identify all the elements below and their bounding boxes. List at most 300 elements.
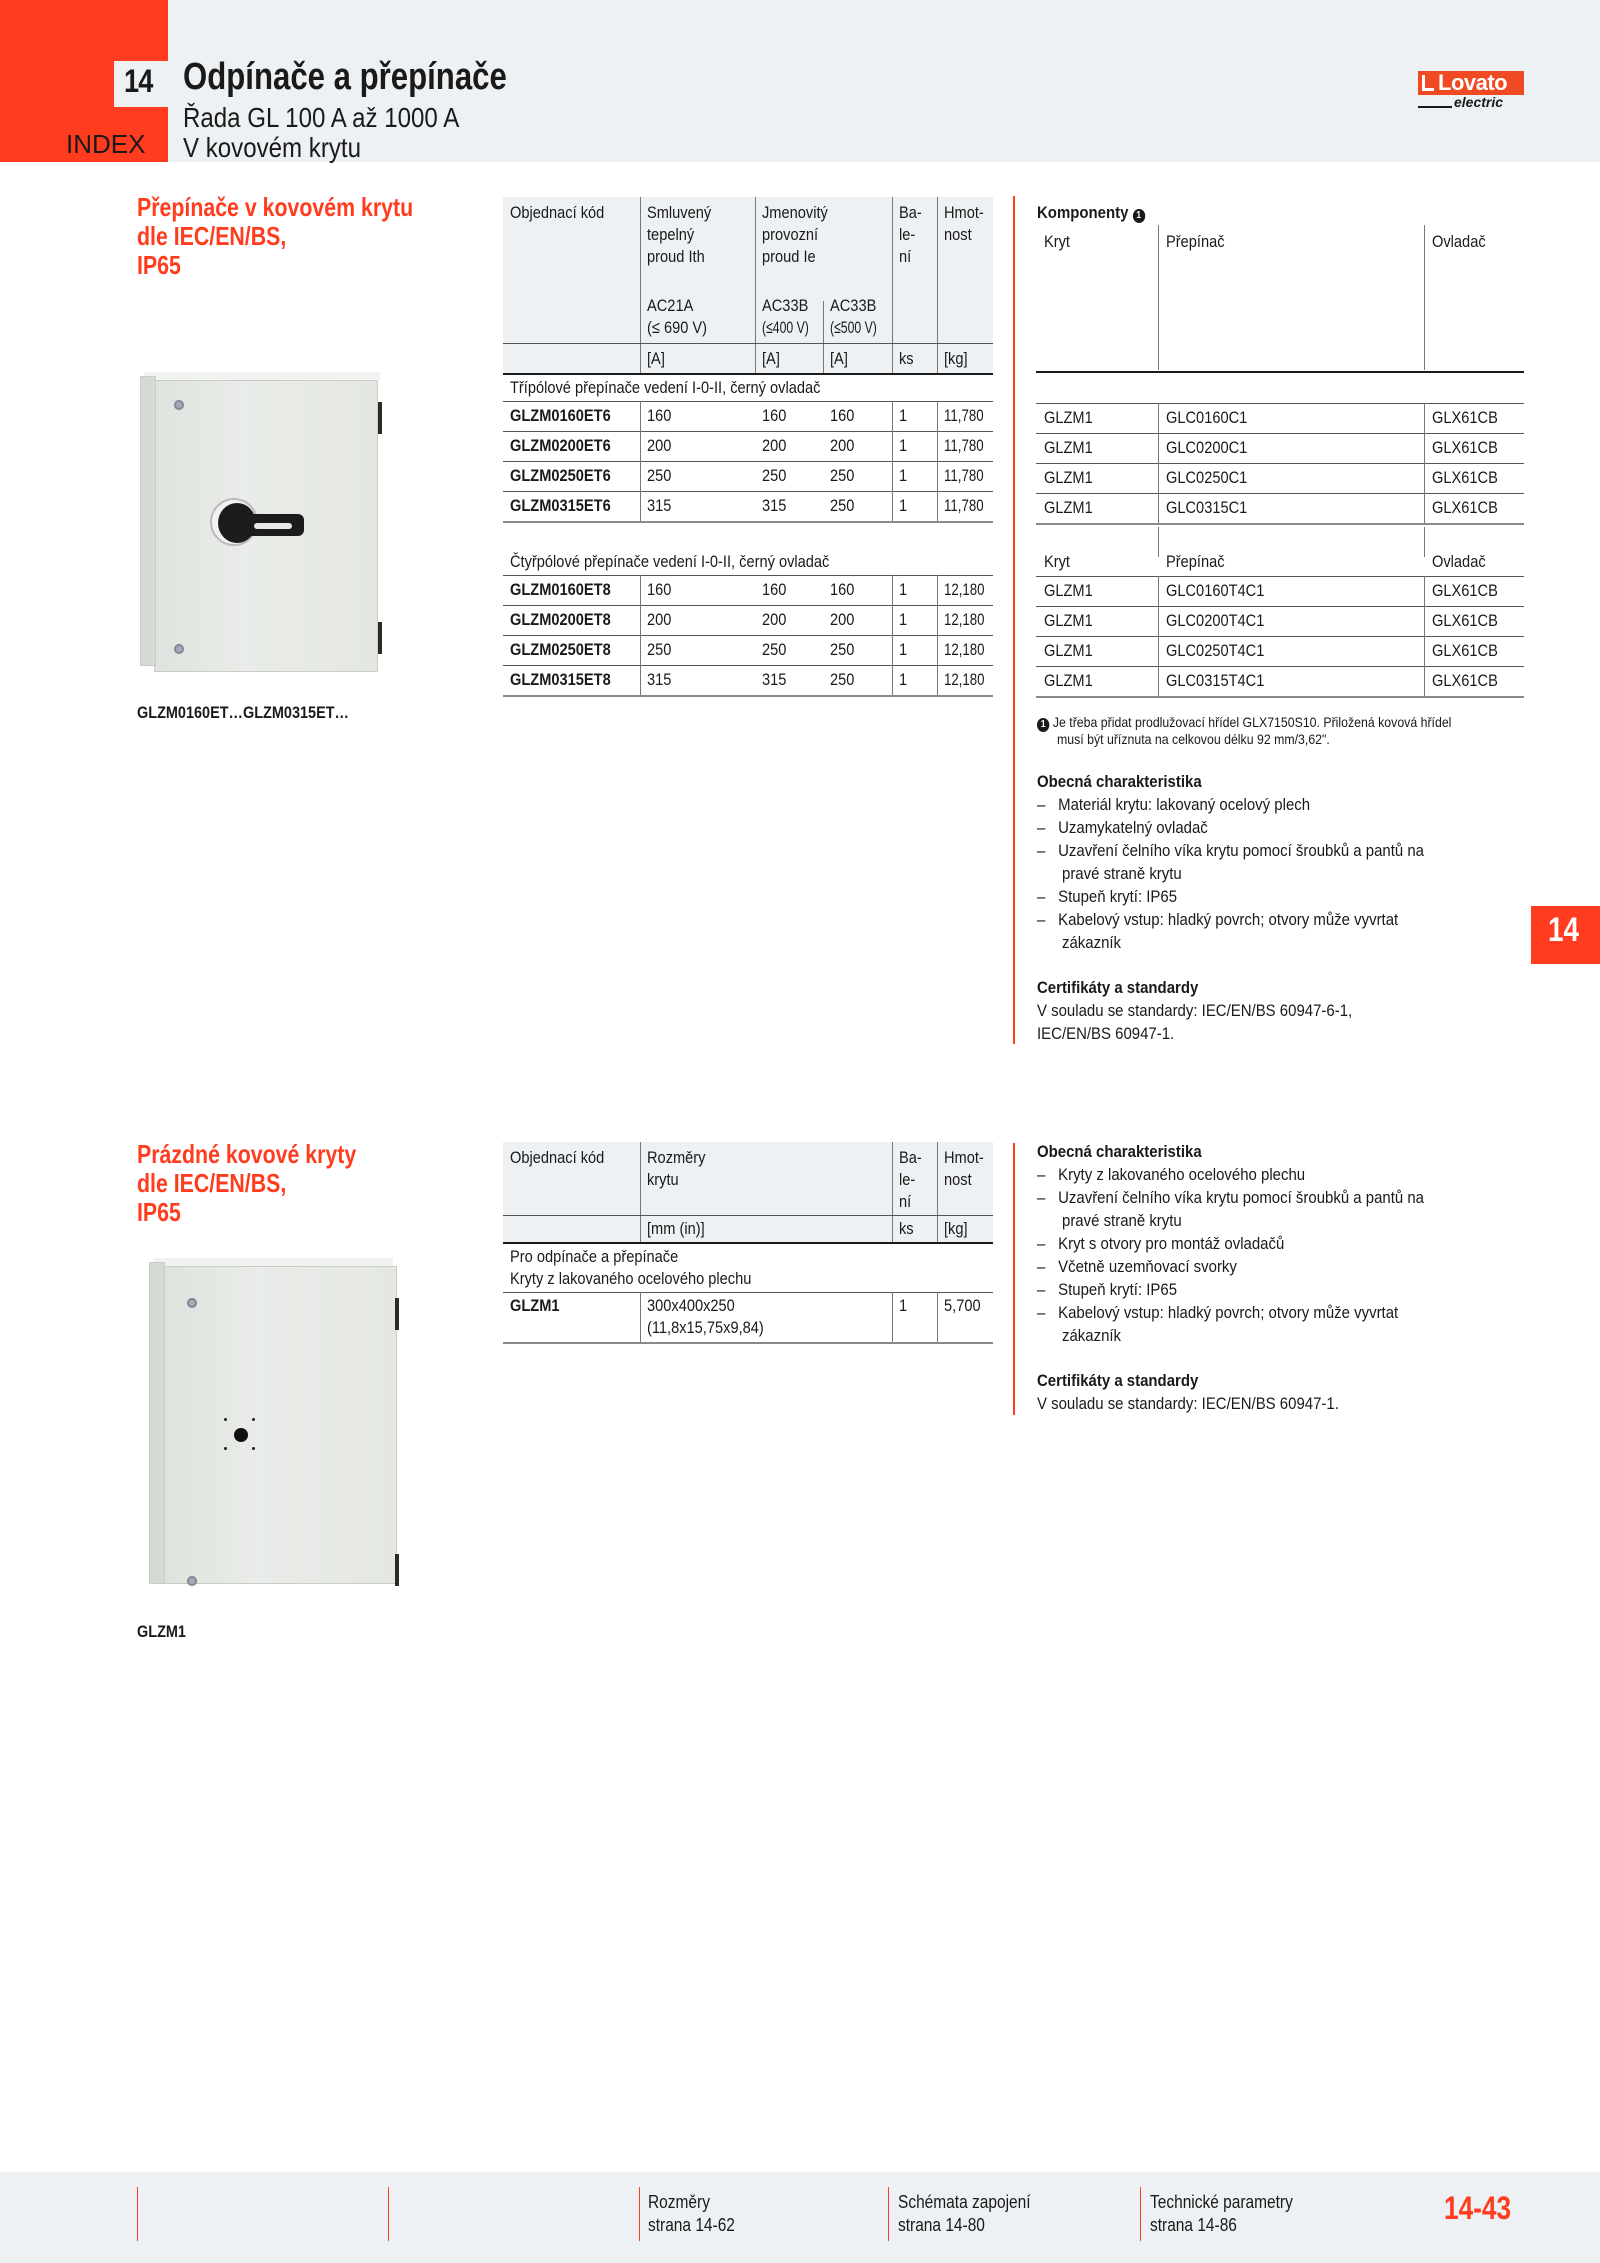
row-ie400: 315	[762, 670, 787, 689]
header-bottom-rule	[1036, 371, 1524, 373]
list-item-continuation: pravé straně krytu	[1062, 1211, 1182, 1230]
screw-bottom	[187, 1576, 197, 1586]
row-ie400: 160	[762, 580, 787, 599]
row-pack: 1	[899, 436, 908, 455]
column-divider-red-2	[1013, 1143, 1015, 1415]
row-code: GLZM0250ET8	[510, 640, 611, 659]
logo-text: Lovato	[1438, 70, 1508, 95]
col-divider	[640, 605, 641, 635]
col-header-code: Objednací kód	[510, 1148, 605, 1167]
row-weight: 5,700	[944, 1296, 981, 1315]
col-divider	[640, 401, 641, 431]
row-divider	[1036, 576, 1524, 577]
row-pack: 1	[899, 1296, 908, 1315]
comp-enclosure: GLZM1	[1044, 498, 1093, 517]
footnote-text: Je třeba přidat prodlužovací hřídel GLX7150S10. Přiložená kovová hřídel	[1052, 714, 1452, 730]
lovato-logo	[1418, 71, 1524, 109]
mount-dot	[224, 1418, 227, 1421]
unit-ie500: [A]	[830, 349, 848, 368]
comp-switch: GLC0200T4C1	[1166, 611, 1265, 630]
row-code: GLZM0160ET6	[510, 406, 611, 425]
footer-link-label: Technické parametry	[1150, 2192, 1293, 2212]
section1-heading-line1: Přepínače v kovovém krytu	[137, 192, 414, 222]
row-ie400: 250	[762, 466, 787, 485]
col-divider	[640, 461, 641, 491]
ie500-voltage: (≤500 V)	[830, 318, 877, 337]
cabinet-side	[140, 376, 156, 666]
col-header-pack-3: ní	[899, 1192, 912, 1211]
row-ie400: 200	[762, 436, 787, 455]
col-divider	[1158, 606, 1159, 636]
comp-enclosure: GLZM1	[1044, 468, 1093, 487]
mount-dot	[252, 1447, 255, 1450]
row-divider	[1036, 636, 1524, 637]
comp-switch: GLC0315T4C1	[1166, 671, 1265, 690]
footer-divider	[639, 2187, 640, 2241]
row-ie500: 160	[830, 406, 855, 425]
comp-handle: GLX61CB	[1432, 468, 1498, 487]
list-item-text: Materiál krytu: lakovaný ocelový plech	[1058, 795, 1311, 814]
list-item	[1037, 1163, 1305, 1186]
row-divider	[1036, 666, 1524, 667]
row-pack: 1	[899, 406, 908, 425]
ith-voltage: (≤ 690 V)	[647, 318, 708, 337]
col-divider	[640, 491, 641, 521]
unit-ith: [A]	[647, 349, 665, 368]
row-ith: 315	[647, 496, 672, 515]
row-pack: 1	[899, 670, 908, 689]
row-ie500: 250	[830, 496, 855, 515]
ie400-category: AC33B	[762, 296, 809, 315]
list-item	[1037, 1301, 1398, 1324]
cabinet-door	[163, 1266, 397, 1584]
col-divider	[937, 575, 938, 605]
page-number: 14-43	[1444, 2190, 1512, 2226]
row-ie500: 250	[830, 670, 855, 689]
col-divider	[640, 1142, 641, 1242]
col-divider	[1158, 636, 1159, 666]
row-code: GLZM0200ET8	[510, 610, 611, 629]
list-item-continuation: pravé straně krytu	[1062, 864, 1182, 883]
section2-heading-line2: dle IEC/EN/BS,	[137, 1168, 287, 1198]
list-item-text: Kabelový vstup: hladký povrch; otvory může vyvrtat	[1058, 1303, 1399, 1322]
row-ie500: 160	[830, 580, 855, 599]
col-header-code: Objednací kód	[510, 203, 605, 222]
bullet-dash: –	[1037, 1303, 1046, 1322]
col-header-ith-1: Smluvený	[647, 203, 712, 222]
list-item	[1037, 816, 1208, 839]
bullet-dash: –	[1037, 795, 1046, 814]
list-item	[1037, 885, 1177, 908]
row-ie500: 200	[830, 610, 855, 629]
hinge-top	[378, 402, 382, 434]
row-ith: 315	[647, 670, 672, 689]
row-ie400: 200	[762, 610, 787, 629]
footer-link-wiring[interactable]	[898, 2191, 1031, 2237]
col-divider	[823, 301, 824, 373]
row-ith: 200	[647, 610, 672, 629]
col-header-pack-2: le-	[899, 225, 916, 244]
footer-link-page: strana 14-62	[648, 2215, 735, 2235]
section1-heading-line2: dle IEC/EN/BS,	[137, 221, 287, 251]
group-title-line1: Pro odpínače a přepínače	[510, 1247, 679, 1266]
certs-line1-2: V souladu se standardy: IEC/EN/BS 60947-1.	[1037, 1394, 1339, 1413]
comp-enclosure: GLZM1	[1044, 641, 1093, 660]
list-item	[1037, 1232, 1284, 1255]
list-item-continuation: zákazník	[1062, 1326, 1122, 1345]
section2-heading-line1: Prázdné kovové kryty	[137, 1139, 357, 1169]
col-header-ie-1: Jmenovitý	[762, 203, 828, 222]
list-item	[1037, 793, 1310, 816]
col-header-pack-2: le-	[899, 1170, 916, 1189]
col-divider	[1424, 433, 1425, 463]
page-subtitle-enclosure: V kovovém krytu	[183, 132, 361, 163]
chapter-side-tab-number: 14	[1548, 911, 1580, 949]
logo-subtext: electric	[1454, 94, 1504, 110]
comp-handle: GLX61CB	[1432, 641, 1498, 660]
comp-switch: GLC0200C1	[1166, 438, 1248, 457]
row-ie500: 250	[830, 640, 855, 659]
row-weight: 12,180	[944, 580, 985, 599]
page-footer	[0, 2172, 1600, 2263]
col-divider	[1424, 527, 1425, 557]
row-weight: 11,780	[944, 436, 984, 455]
comp-header-enclosure: Kryt	[1044, 232, 1071, 251]
row-divider	[1036, 606, 1524, 607]
col-divider	[1424, 493, 1425, 523]
logo-mark-icon	[1422, 75, 1434, 91]
screw-top	[174, 400, 184, 410]
certs-line1: V souladu se standardy: IEC/EN/BS 60947-6-1,	[1037, 1001, 1353, 1020]
footer-link-label: Schémata zapojení	[898, 2192, 1031, 2212]
col-divider	[1158, 225, 1159, 370]
row-code: GLZM0160ET8	[510, 580, 611, 599]
col-divider	[937, 605, 938, 635]
comp-enclosure: GLZM1	[1044, 611, 1093, 630]
footer-link-dimensions[interactable]	[648, 2191, 735, 2237]
col-divider	[1424, 606, 1425, 636]
row-divider	[1036, 403, 1524, 404]
row-divider	[503, 605, 993, 606]
row-weight: 12,180	[944, 640, 985, 659]
list-item-text: Stupeň krytí: IP65	[1058, 887, 1178, 906]
row-divider	[503, 431, 993, 432]
list-item-text: Uzamykatelný ovladač	[1058, 818, 1208, 837]
bullet-dash: –	[1037, 887, 1046, 906]
row-weight: 11,780	[944, 496, 984, 515]
handle-mount-hole	[234, 1428, 248, 1442]
comp-handle: GLX61CB	[1432, 581, 1498, 600]
hinge-top	[395, 1298, 399, 1330]
comp-enclosure: GLZM1	[1044, 671, 1093, 690]
list-item	[1037, 1255, 1237, 1278]
col-divider	[892, 1292, 893, 1342]
col-divider	[937, 401, 938, 431]
components-table	[1036, 225, 1524, 705]
comp-header-enclosure-2: Kryt	[1044, 552, 1071, 571]
unit-dims: [mm (in)]	[647, 1219, 705, 1238]
page-subtitle-series: Řada GL 100 A až 1000 A	[183, 102, 460, 133]
row-ith: 160	[647, 406, 672, 425]
col-divider	[892, 665, 893, 695]
col-divider	[892, 431, 893, 461]
comp-header-switch: Přepínač	[1166, 232, 1225, 251]
col-divider	[892, 197, 893, 373]
certs-title-2: Certifikáty a standardy	[1037, 1371, 1199, 1390]
bullet-dash: –	[1037, 1234, 1046, 1253]
row-code: GLZM0200ET6	[510, 436, 611, 455]
header-bottom-rule	[503, 1242, 993, 1244]
list-item-text: Uzavření čelního víka krytu pomocí šroubků a pantů na	[1058, 1188, 1425, 1207]
col-divider	[1158, 463, 1159, 493]
product-caption-2: GLZM1	[137, 1622, 186, 1641]
col-divider	[937, 491, 938, 521]
section1-heading-line3: IP65	[137, 250, 181, 280]
bullet-dash: –	[1037, 1188, 1046, 1207]
group-title-line2: Kryty z lakovaného ocelového plechu	[510, 1269, 752, 1288]
col-divider	[1424, 463, 1425, 493]
components-footnote-line1	[1037, 714, 1451, 732]
list-item-continuation: zákazník	[1062, 933, 1122, 952]
chapter-number: 14	[124, 63, 153, 99]
ith-category: AC21A	[647, 296, 694, 315]
row-pack: 1	[899, 640, 908, 659]
comp-switch: GLC0315C1	[1166, 498, 1248, 517]
page-title: Odpínače a přepínače	[183, 56, 507, 98]
row-pack: 1	[899, 496, 908, 515]
row-divider	[503, 695, 993, 697]
row-pack: 1	[899, 466, 908, 485]
comp-header-handle-2: Ovladač	[1432, 552, 1486, 571]
mount-dot	[224, 1447, 227, 1450]
row-code: GLZM0315ET8	[510, 670, 611, 689]
ie500-category: AC33B	[830, 296, 877, 315]
col-divider	[937, 1142, 938, 1242]
footer-link-technical[interactable]	[1150, 2191, 1293, 2237]
cabinet-top-edge	[153, 1258, 393, 1266]
mount-dot	[252, 1418, 255, 1421]
col-header-dims-1: Rozměry	[647, 1148, 706, 1167]
unit-pack: ks	[899, 349, 914, 368]
footer-divider	[1140, 2187, 1141, 2241]
col-divider	[892, 1142, 893, 1242]
row-code: GLZM0315ET6	[510, 496, 611, 515]
row-divider	[503, 665, 993, 666]
col-divider	[1158, 433, 1159, 463]
comp-switch: GLC0160T4C1	[1166, 581, 1265, 600]
comp-handle: GLX61CB	[1432, 498, 1498, 517]
col-divider	[1424, 403, 1425, 433]
section2-heading-line3: IP65	[137, 1197, 181, 1227]
bullet-dash: –	[1037, 1280, 1046, 1299]
col-divider	[640, 665, 641, 695]
product-image-empty-enclosure	[145, 1258, 401, 1594]
col-divider	[1158, 666, 1159, 696]
row-ie400: 315	[762, 496, 787, 515]
comp-enclosure: GLZM1	[1044, 438, 1093, 457]
row-ie500: 250	[830, 466, 855, 485]
row-divider	[503, 401, 993, 402]
col-divider	[937, 665, 938, 695]
screw-top	[187, 1298, 197, 1308]
col-divider	[937, 197, 938, 373]
cabinet-side	[149, 1262, 165, 1584]
row-code: GLZM1	[510, 1296, 560, 1315]
row-ith: 250	[647, 466, 672, 485]
group-title-3pole: Třípólové přepínače vedení I-0-II, černý ovladač	[510, 378, 821, 397]
header-divider	[503, 343, 993, 344]
bullet-dash: –	[1037, 910, 1046, 929]
footer-link-page: strana 14-80	[898, 2215, 985, 2235]
comp-switch: GLC0250C1	[1166, 468, 1248, 487]
screw-bottom	[174, 644, 184, 654]
col-divider	[755, 197, 756, 373]
hinge-bottom	[378, 622, 382, 654]
col-divider	[892, 491, 893, 521]
general-title-2: Obecná charakteristika	[1037, 1142, 1202, 1161]
list-item-text: Stupeň krytí: IP65	[1058, 1280, 1178, 1299]
row-ith: 250	[647, 640, 672, 659]
footer-divider	[388, 2187, 389, 2241]
unit-ie400: [A]	[762, 349, 780, 368]
certs-line2: IEC/EN/BS 60947-1.	[1037, 1024, 1175, 1043]
row-ie500: 200	[830, 436, 855, 455]
row-ie400: 250	[762, 640, 787, 659]
col-header-pack-1: Ba-	[899, 1148, 922, 1167]
footnote-marker-icon: 1	[1037, 718, 1049, 732]
row-weight: 11,780	[944, 466, 984, 485]
col-header-dims-2: krytu	[647, 1170, 679, 1189]
list-item-text: Včetně uzemňovací svorky	[1058, 1257, 1237, 1276]
footer-divider	[888, 2187, 889, 2241]
col-divider	[1424, 636, 1425, 666]
col-divider	[640, 635, 641, 665]
col-divider	[640, 1292, 641, 1342]
row-divider	[503, 635, 993, 636]
footer-divider	[137, 2187, 138, 2241]
row-pack: 1	[899, 580, 908, 599]
col-divider	[1424, 225, 1425, 370]
handle-slot	[254, 523, 292, 529]
header-divider	[503, 1215, 993, 1216]
cabinet-top-edge	[144, 372, 380, 380]
row-dims-in: (11,8x15,75x9,84)	[647, 1318, 764, 1337]
col-divider	[1158, 493, 1159, 523]
row-ith: 200	[647, 436, 672, 455]
hinge-bottom	[395, 1554, 399, 1586]
list-item	[1037, 839, 1424, 862]
col-divider	[1424, 576, 1425, 606]
comp-enclosure: GLZM1	[1044, 581, 1093, 600]
components-footnote-line2: musí být uříznuta na celkovou délku 92 mm/3,62".	[1057, 731, 1330, 747]
col-header-ith-3: proud Ith	[647, 247, 705, 266]
col-divider	[892, 575, 893, 605]
product-image-switch-enclosure	[140, 372, 386, 672]
logo-underline	[1418, 106, 1452, 108]
footer-link-label: Rozměry	[648, 2192, 710, 2212]
components-title-text: Komponenty	[1037, 203, 1129, 222]
row-divider	[1036, 463, 1524, 464]
footnote-marker-icon: 1	[1133, 209, 1145, 223]
col-divider	[892, 461, 893, 491]
list-item	[1037, 908, 1398, 931]
column-divider-red	[1013, 196, 1015, 1044]
comp-enclosure: GLZM1	[1044, 408, 1093, 427]
comp-switch: GLC0250T4C1	[1166, 641, 1265, 660]
certs-title: Certifikáty a standardy	[1037, 978, 1199, 997]
row-weight: 11,780	[944, 406, 984, 425]
ie400-voltage: (≤400 V)	[762, 318, 809, 337]
comp-switch: GLC0160C1	[1166, 408, 1248, 427]
enclosure-table	[503, 1142, 993, 1362]
col-divider	[892, 605, 893, 635]
col-divider	[640, 575, 641, 605]
row-code: GLZM0250ET6	[510, 466, 611, 485]
col-header-weight-2: nost	[944, 225, 972, 244]
col-divider	[1158, 403, 1159, 433]
unit-weight: [kg]	[944, 1219, 968, 1238]
row-divider	[1036, 523, 1524, 525]
group-title-4pole: Čtyřpólové přepínače vedení I-0-II, černý ovladač	[510, 552, 830, 571]
col-header-pack-1: Ba-	[899, 203, 922, 222]
col-divider	[640, 431, 641, 461]
row-ie400: 160	[762, 406, 787, 425]
bullet-dash: –	[1037, 1165, 1046, 1184]
row-weight: 12,180	[944, 670, 985, 689]
components-title	[1037, 201, 1148, 224]
unit-pack: ks	[899, 1219, 914, 1238]
col-divider	[892, 635, 893, 665]
col-divider	[892, 401, 893, 431]
row-divider	[1036, 493, 1524, 494]
row-divider	[503, 1292, 993, 1293]
list-item-text: Kryty z lakovaného ocelového plechu	[1058, 1165, 1306, 1184]
row-divider	[503, 575, 993, 576]
comp-handle: GLX61CB	[1432, 438, 1498, 457]
comp-header-handle: Ovladač	[1432, 232, 1486, 251]
general-title: Obecná charakteristika	[1037, 772, 1202, 791]
list-item-text: Kryt s otvory pro montáž ovladačů	[1058, 1234, 1285, 1253]
bullet-dash: –	[1037, 818, 1046, 837]
col-header-ith-2: tepelný	[647, 225, 695, 244]
unit-weight: [kg]	[944, 349, 968, 368]
switch-table	[503, 197, 993, 697]
list-item-text: Kabelový vstup: hladký povrch; otvory může vyvrtat	[1058, 910, 1399, 929]
index-link[interactable]: INDEX	[66, 129, 146, 159]
col-divider	[1424, 666, 1425, 696]
col-header-weight-1: Hmot-	[944, 203, 984, 222]
row-dims-mm: 300x400x250	[647, 1296, 735, 1315]
row-weight: 12,180	[944, 610, 985, 629]
row-divider	[503, 521, 993, 523]
comp-header-switch-2: Přepínač	[1166, 552, 1225, 571]
product-caption: GLZM0160ET…GLZM0315ET…	[137, 703, 349, 722]
list-item	[1037, 1278, 1177, 1301]
col-divider	[937, 461, 938, 491]
col-header-pack-3: ní	[899, 247, 912, 266]
bullet-dash: –	[1037, 841, 1046, 860]
row-pack: 1	[899, 610, 908, 629]
col-header-ie-2: provozní	[762, 225, 819, 244]
row-ith: 160	[647, 580, 672, 599]
table-bottom-rule	[503, 1342, 993, 1344]
bullet-dash: –	[1037, 1257, 1046, 1276]
col-header-weight-1: Hmot-	[944, 1148, 984, 1167]
col-header-weight-2: nost	[944, 1170, 972, 1189]
comp-handle: GLX61CB	[1432, 611, 1498, 630]
comp-handle: GLX61CB	[1432, 671, 1498, 690]
comp-handle: GLX61CB	[1432, 408, 1498, 427]
